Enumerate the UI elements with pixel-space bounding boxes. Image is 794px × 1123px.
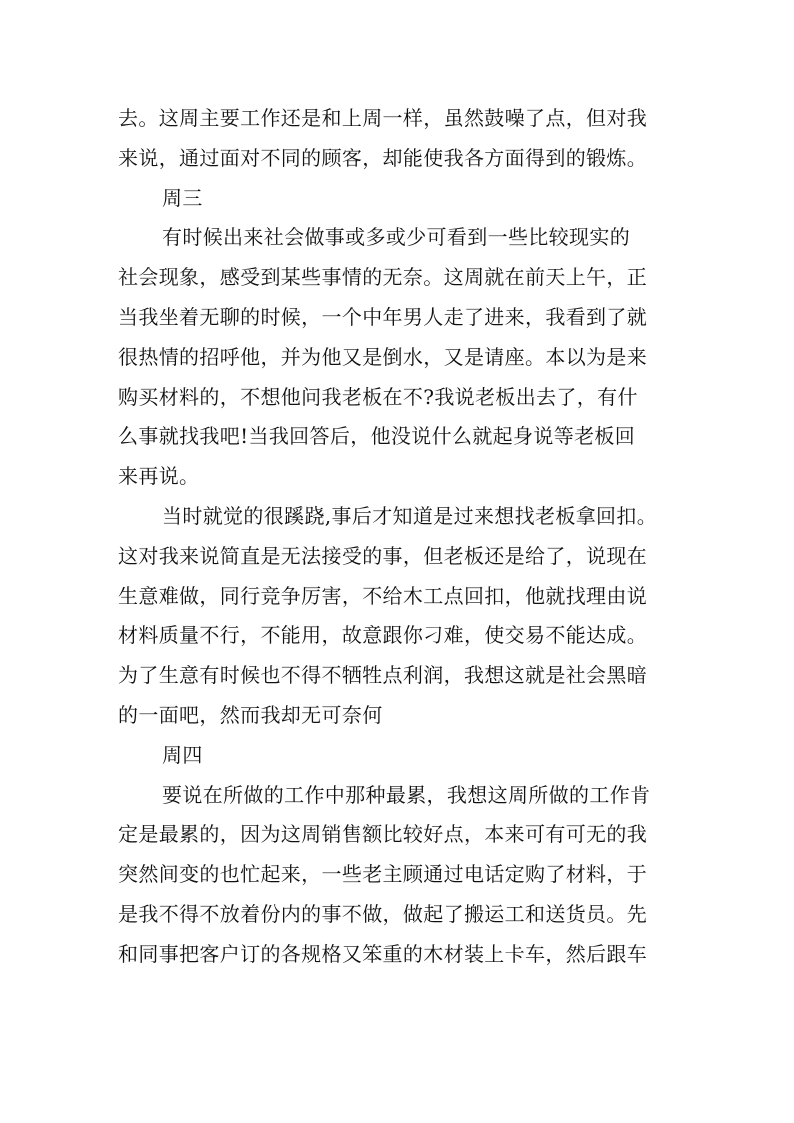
text-line: 是我不得不放着份内的事不做，做起了搬运工和送货员。先 xyxy=(118,901,648,926)
text-line: 要说在所做的工作中那种最累，我想这周所做的工作肯 xyxy=(162,782,651,807)
text-line: 么事就找我吧!当我回答后，他没说什么就起身说等老板回 xyxy=(118,424,636,449)
text-line: 很热情的招呼他，并为他又是倒水，又是请座。本以为是来 xyxy=(118,344,648,369)
text-line: 定是最累的，因为这周销售额比较好点，本来可有可无的我 xyxy=(118,822,648,847)
text-line: 突然间变的也忙起来，一些老主顾通过电话定购了材料，于 xyxy=(118,862,648,887)
text-line: 生意难做，同行竞争厉害，不给木工点回扣，他就找理由说 xyxy=(118,583,648,608)
text-line: 材料质量不行，不能用，故意跟你刁难，使交易不能达成。 xyxy=(118,623,648,648)
text-line: 社会现象，感受到某些事情的无奈。这周就在前天上午，正 xyxy=(118,265,648,290)
text-line: 购买材料的，不想他问我老板在不?我说老板出去了，有什 xyxy=(118,384,638,409)
text-line: 当时就觉的很蹊跷,事后才知道是过来想找老板拿回扣。 xyxy=(162,503,658,528)
text-line: 的一面吧，然而我却无可奈何 xyxy=(118,702,383,727)
text-line: 和同事把客户订的各规格又笨重的木材装上卡车，然后跟车 xyxy=(118,941,648,966)
text-line: 为了生意有时候也不得不牺牲点利润，我想这就是社会黑暗 xyxy=(118,663,648,688)
text-line: 这对我来说简直是无法接受的事，但老板还是给了，说现在 xyxy=(118,543,648,568)
section-heading-wednesday: 周三 xyxy=(162,185,203,210)
text-line: 当我坐着无聊的时候，一个中年男人走了进来，我看到了就 xyxy=(118,304,648,329)
text-line: 来再说。 xyxy=(118,464,200,489)
section-heading-thursday: 周四 xyxy=(162,742,203,767)
text-line: 来说，通过面对不同的顾客，却能使我各方面得到的锻炼。 xyxy=(118,145,648,170)
text-line: 有时候出来社会做事或多或少可看到一些比较现实的 xyxy=(162,225,631,250)
document-body xyxy=(118,99,686,975)
text-line: 去。这周主要工作还是和上周一样，虽然鼓噪了点，但对我 xyxy=(118,106,648,130)
